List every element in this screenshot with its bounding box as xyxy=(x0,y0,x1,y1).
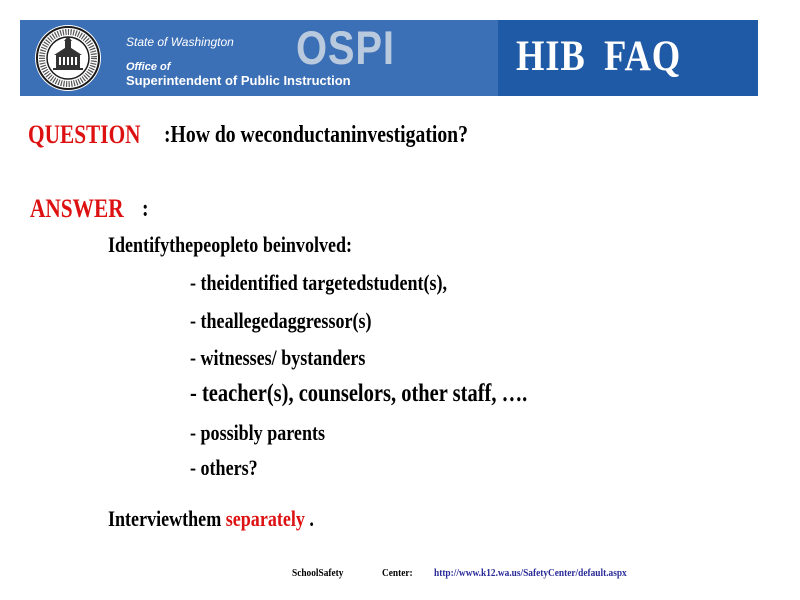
bullet-item: - others? xyxy=(190,455,258,480)
bullet-item: - theallegedaggressor(s) xyxy=(190,308,372,333)
bullet-item: - witnesses/ bystanders xyxy=(190,345,366,370)
question-text: :How do weconductaninvestigation? xyxy=(164,122,468,148)
answer-intro: Identifythepeopleto beinvolved: xyxy=(108,232,353,257)
answer-label: ANSWER xyxy=(30,194,124,223)
answer-colon: : xyxy=(142,196,149,222)
footer-school-safety: SchoolSafety xyxy=(292,567,344,579)
bullet-item: - possibly parents xyxy=(190,420,326,445)
bullet-item: - theidentified targetedstudent(s), xyxy=(190,270,448,295)
question-label: QUESTION xyxy=(28,120,141,149)
office-label-line1: Office of xyxy=(126,61,171,73)
header-banner xyxy=(20,20,758,96)
washington-seal-logo xyxy=(34,24,102,92)
ospi-wordmark: OSPI xyxy=(296,21,395,74)
bullet-item: - teacher(s), counselors, other staff, …. xyxy=(190,380,528,407)
footer-url-link[interactable]: http://www.k12.wa.us/SafetyCenter/default.aspx xyxy=(434,567,627,579)
interview-line xyxy=(108,506,314,532)
title-faq: FAQ xyxy=(604,33,681,80)
banner-left-panel xyxy=(20,20,498,96)
footer-center: Center: xyxy=(382,567,413,579)
state-label: State of Washington xyxy=(126,35,234,49)
interview-highlight: separately xyxy=(225,506,305,531)
office-label-line2: Superintendent of Public Instruction xyxy=(126,73,351,88)
interview-suffix: . xyxy=(304,506,314,531)
title-hib: HIB xyxy=(516,33,586,80)
interview-prefix: Interviewthem xyxy=(108,506,226,531)
